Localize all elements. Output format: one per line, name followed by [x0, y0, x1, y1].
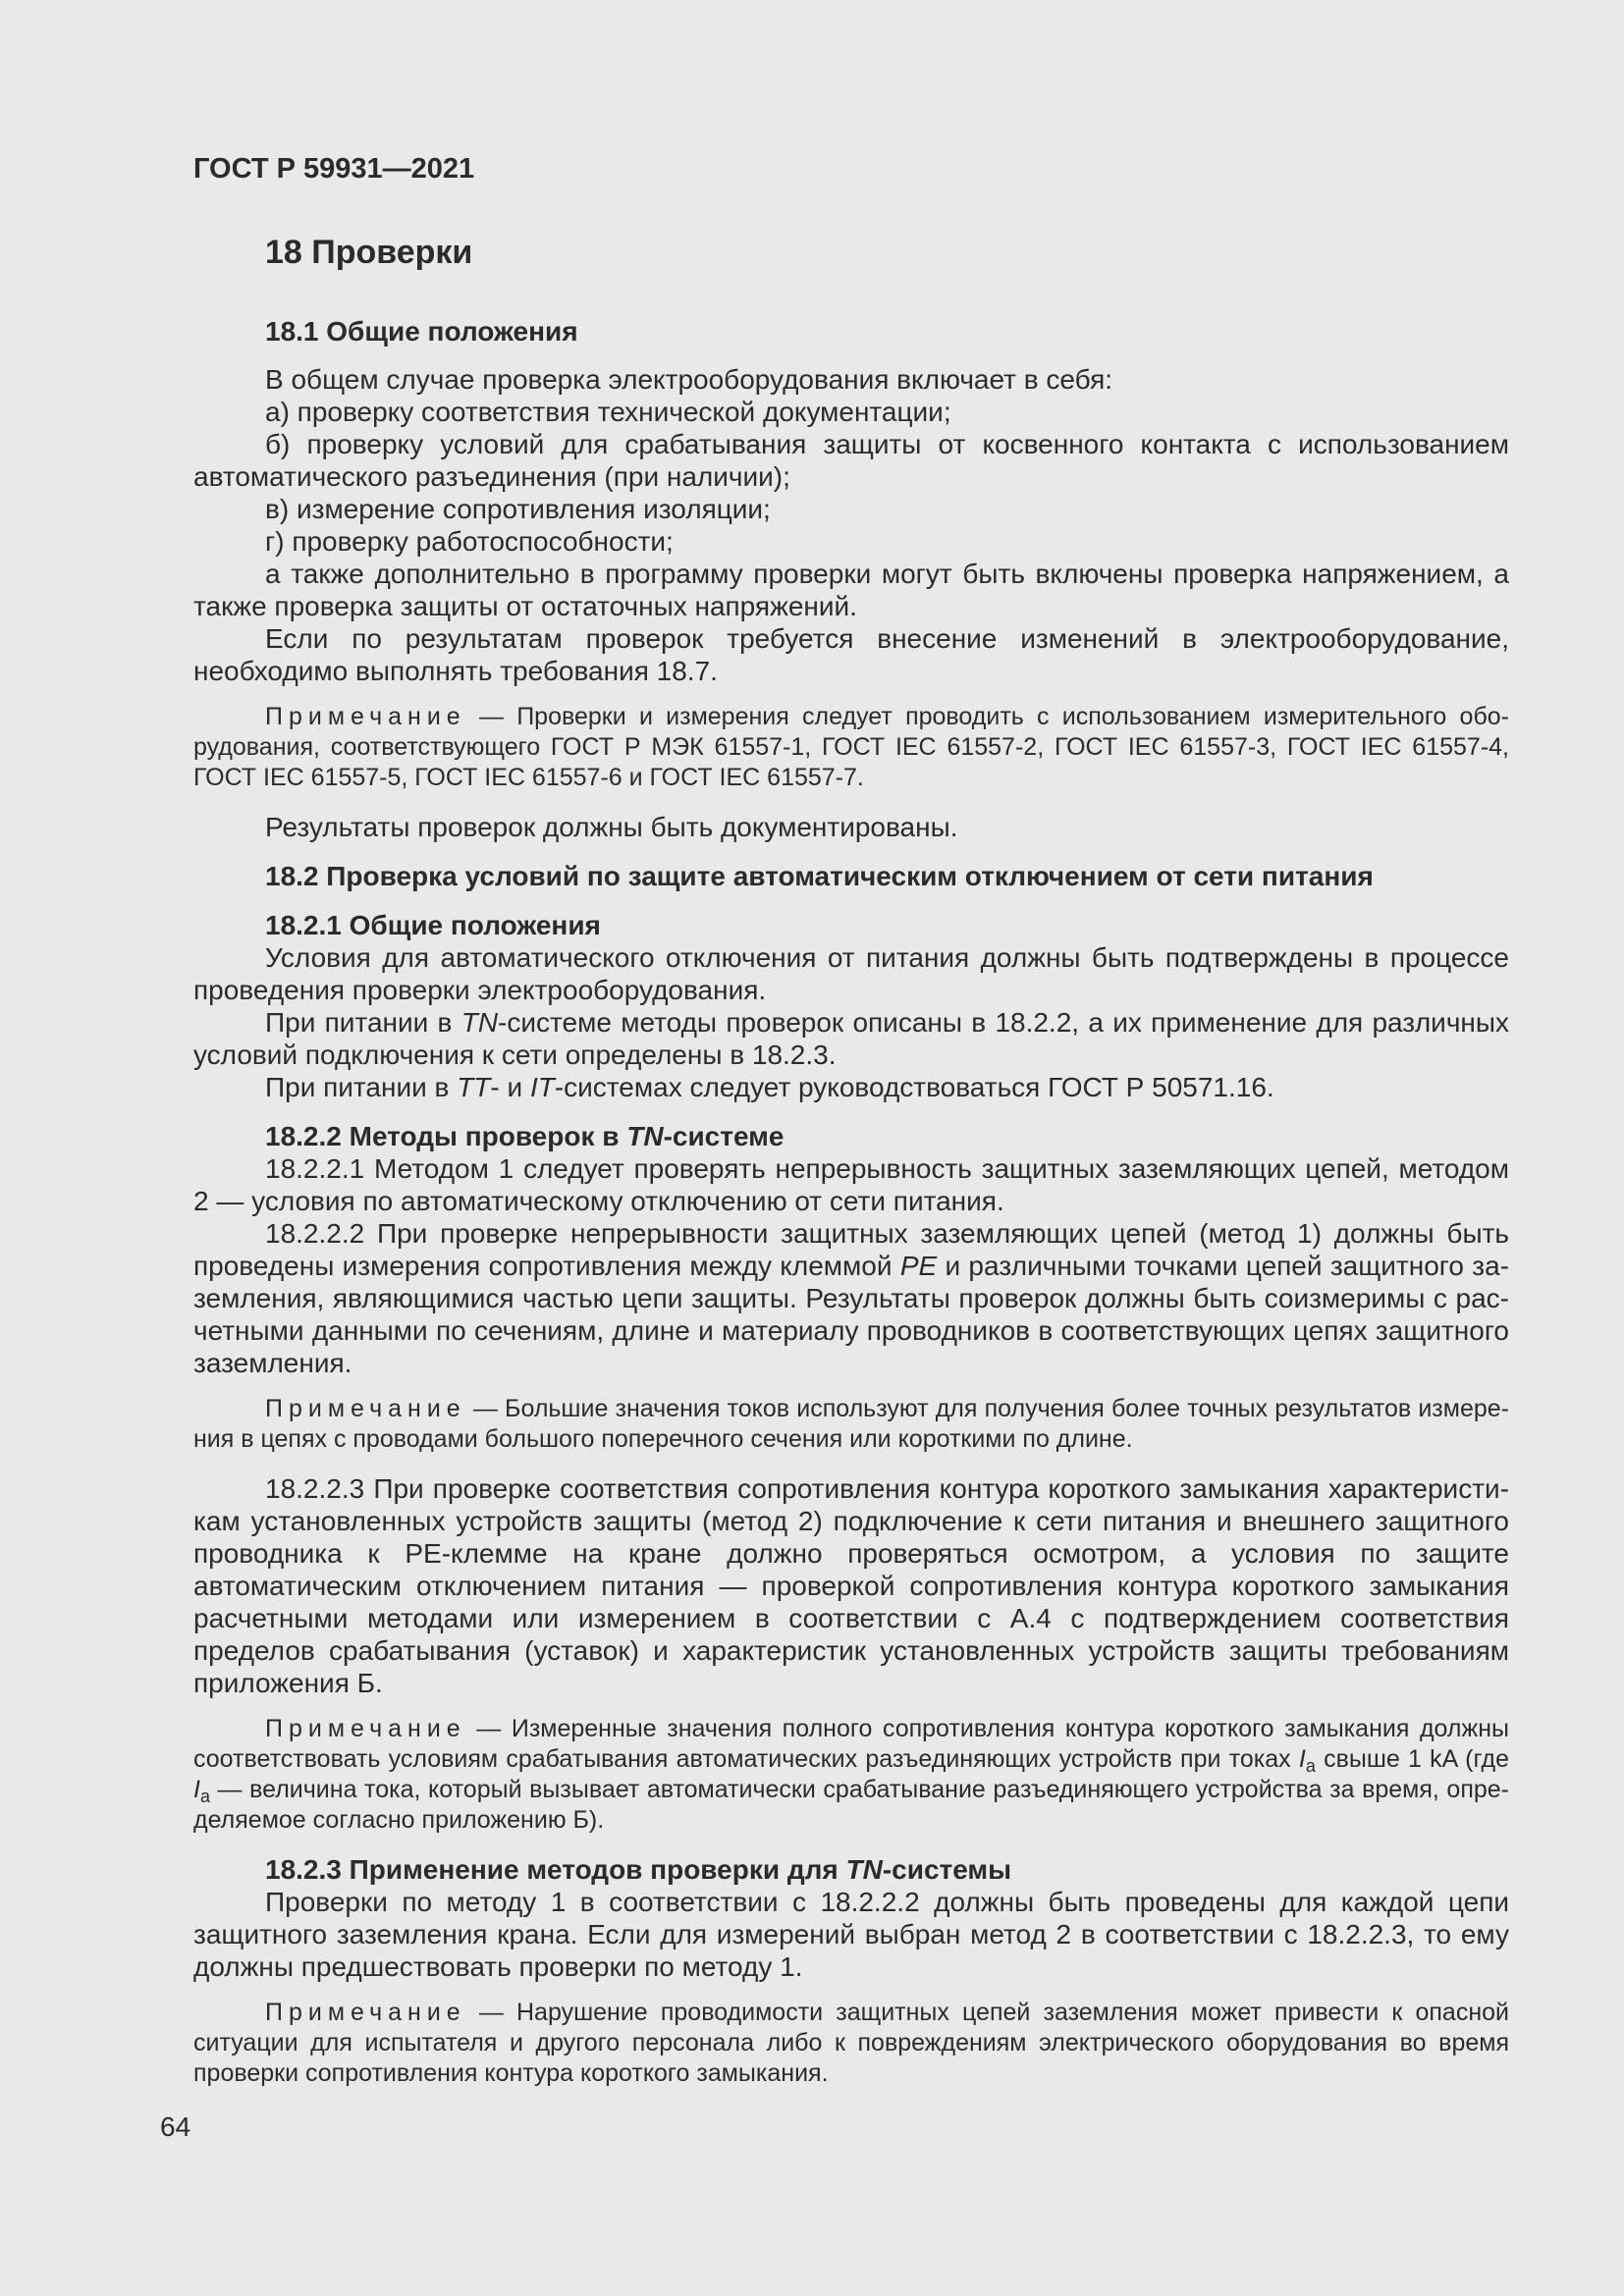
italic-term: TN: [460, 1007, 499, 1038]
paragraph: 18.2.2.2 При проверке непрерывности защитных заземляющих цепей (метод 1) должны быть проведены измерения сопротивления между клеммой PE и различными точками цепей защитного заземления, являющимися частью цепи защиты. Результаты проверок должны быть соизмеримы с расчетными данными по сечениям, длине и материалу проводников в соответствующих цепях защитного заземления.: [193, 1218, 1509, 1378]
paragraph: Условия для автоматического отключения от питания должны быть подтверждены в процессе проведения проверки электрооборудования.: [193, 942, 1509, 1005]
note-label: Примечание: [265, 1395, 466, 1422]
page-number: 64: [160, 2111, 191, 2142]
paragraph: б) проверку условий для срабатывания защиты от косвенного контакта с использованием автоматического разъединения (при наличии);: [193, 429, 1509, 492]
paragraph: При питании в TT- и IT-системах следует руководствоваться ГОСТ Р 50571.16.: [265, 1072, 1274, 1102]
note-label: Примечание: [265, 1999, 466, 2026]
section-heading: 18.1 Общие положения: [265, 316, 578, 347]
paragraph: а) проверку соответствия технической документации;: [265, 397, 951, 427]
note-paragraph: Примечание — Проверки и измерения следует проводить с использованием измерительного оборудования, соответствующего ГОСТ Р МЭК 61557-1, ГОСТ IEC 61557-2, ГОСТ IEC 61557-3, ГОСТ IEC 61557-4, ГОСТ IEC 61557-5, ГОСТ IEC 61557-6 и ГОСТ IEC 61557-7.: [193, 703, 1509, 791]
document-body: [193, 233, 1509, 2089]
paragraph: 18.2.2.1 Методом 1 следует проверять непрерывность защитных заземляющих цепей, методом 2 — условия по автоматическому отключению от сети питания.: [193, 1153, 1509, 1216]
subscript: а: [199, 1786, 210, 1806]
italic-term: PE: [899, 1251, 938, 1281]
paragraph: а также дополнительно в программу проверки могут быть включены проверка напряжением, а также проверка защиты от остаточных напряжений.: [193, 559, 1509, 621]
paragraph: 18.2.2.3 При проверке соответствия сопротивления контура короткого замыкания характеристикам установленных устройств защиты (метод 2) подключение к сети питания и внешнего защитного проводника к PE-клемме на кране должно проверяться осмотром, а условия по защите автоматическим отключением питания — проверкой сопротивления контура короткого замыкания расчетными методами или измерением в соответствии с А.4 с подтверждением соответствия пределов срабатывания (уставок) и характеристик установленных устройств защиты требованиям приложения Б.: [193, 1473, 1509, 1698]
section-heading: 18.2.2 Методы проверок в TN-системе: [265, 1121, 785, 1151]
paragraph: Проверки по методу 1 в соответствии с 18.2.2.2 должны быть проведены для каждой цепи защитного заземления крана. Если для измерений выбран метод 2 в соответствии с 18.2.2.3, то ему должны предшествовать проверки по методу 1.: [193, 1887, 1509, 1982]
paragraph: Результаты проверок должны быть документированы.: [265, 812, 958, 842]
subscript: а: [1305, 1755, 1316, 1776]
note-label: Примечание: [265, 1715, 466, 1742]
paragraph: Если по результатам проверок требуется внесение изменений в электрооборудование, необходимо выполнять требования 18.7.: [193, 623, 1509, 686]
running-header: ГОСТ Р 59931—2021: [193, 153, 475, 185]
paragraph: г) проверку работоспособности;: [265, 526, 674, 557]
paragraph: При питании в TN-системе методы проверок описаны в 18.2.2, а их применение для различных условий подключения к сети определены в 18.2.3.: [193, 1007, 1509, 1070]
italic-term: I: [193, 1776, 200, 1803]
section-heading: 18.2 Проверка условий по защите автоматическим отключением от сети питания: [265, 861, 1374, 891]
italic-term: TT: [457, 1072, 491, 1102]
italic-term: I: [1298, 1745, 1306, 1773]
note-paragraph: Примечание — Большие значения токов используют для получения более точных результатов измерения в цепях с проводами большого поперечного сечения или короткими по длине.: [193, 1395, 1509, 1453]
italic-term: TN: [626, 1121, 664, 1151]
note-paragraph: Примечание — Измеренные значения полного сопротивления контура короткого замыкания должны соответствовать условиям срабатывания автоматических разъединяющих устройств при токах $I_а$ свыше 1 kA (где $I_а$ — величина тока, который вызывает автоматически срабатывание разъединяющего устройства за время, определяемое согласно приложению Б).: [193, 1715, 1509, 1834]
italic-term: IT: [529, 1072, 555, 1102]
note-label: Примечание: [265, 703, 466, 730]
section-heading: 18.2.3 Применение методов проверки для TN-системы: [265, 1854, 1012, 1885]
section-heading: 18.2.1 Общие положения: [265, 910, 601, 940]
note-paragraph: Примечание — Нарушение проводимости защитных цепей заземления может привести к опасной ситуации для испытателя и другого персонала либо к повреждениям электрического оборудования во время проверки сопротивления контура короткого замыкания.: [193, 1999, 1509, 2087]
chapter-heading: 18 Проверки: [265, 234, 473, 271]
paragraph: в) измерение сопротивления изоляции;: [265, 494, 771, 524]
italic-term: TN: [845, 1854, 883, 1885]
paragraph: В общем случае проверка электрооборудования включает в себя:: [265, 364, 1113, 395]
